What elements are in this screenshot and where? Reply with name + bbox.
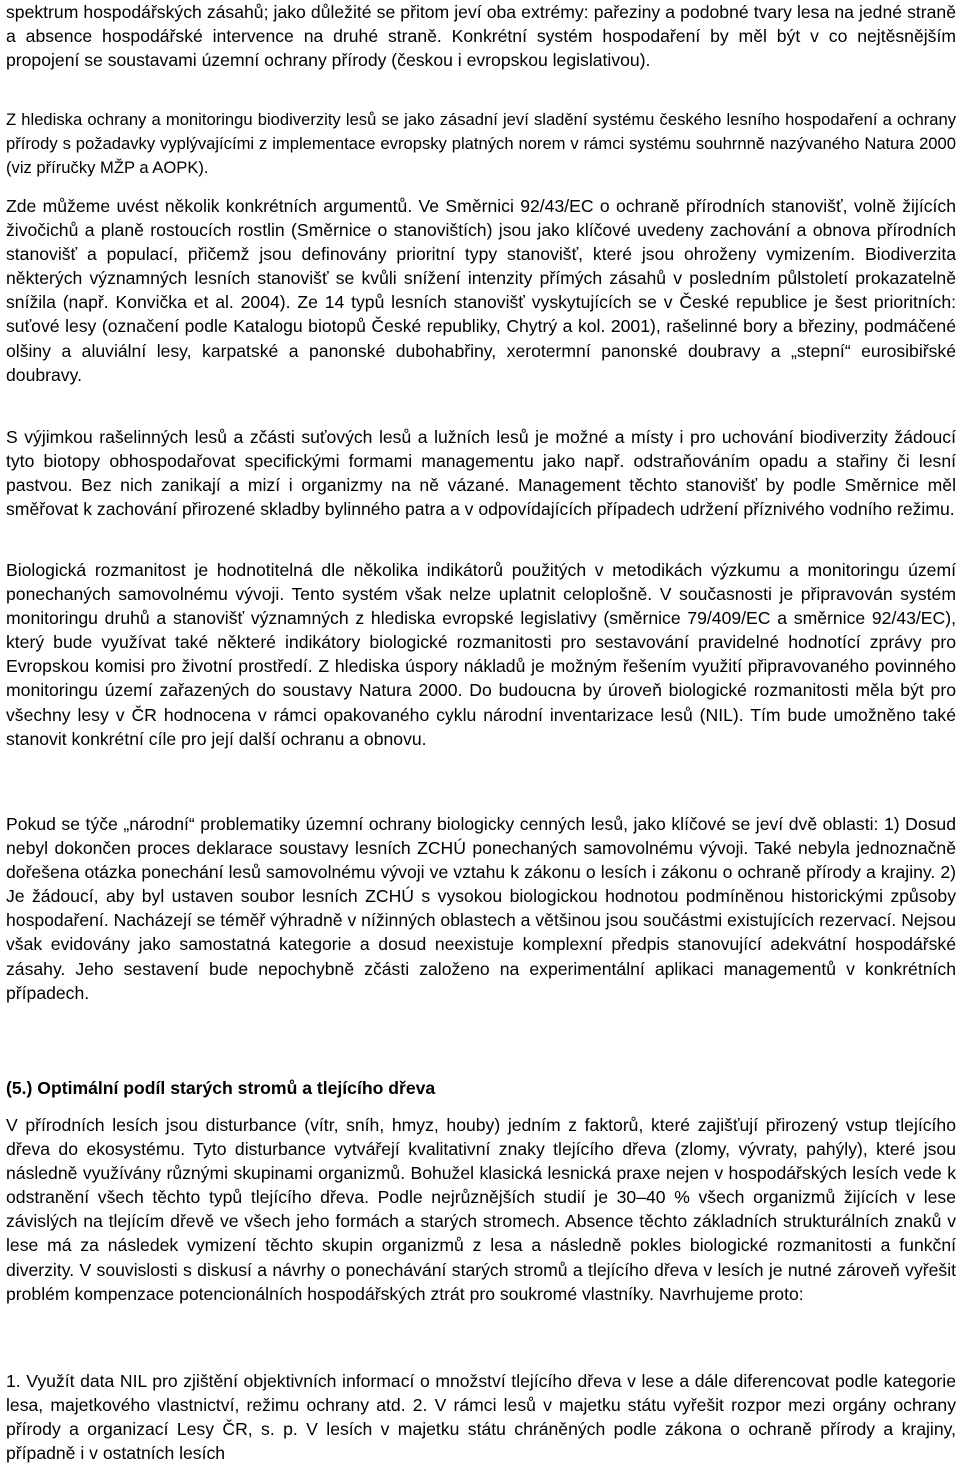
paragraph-arguments: Zde můžeme uvést několik konkrétních argumentů. Ve Směrnici 92/43/EC o ochraně přírodních stanovišť, volně žijících živočichů a planě rostoucích rostlin (Směrnice o stanovištích) jsou jako klíčové uvedeny zachování a obnova přírodních stanovišť a populací, přičemž jsou definovány prioritní typy stanovišť, které jsou ohroženy vymizením. Biodiverzita některých významných lesních stanovišť se kvůli snížení intenzity přímých zásahů v posledním půlstoletí prokazatelně snížila (např. Konvička et al. 2004). Ze 14 typů lesních stanovišť vyskytujících se v České republice je šest prioritních: suťové lesy (označení podle Katalogu biotopů České republiky, Chytrý a kol. 2001), rašelinné bory a březiny, podmáčené olšiny a aluviální lesy, karpatské a panonské dubohabřiny, xerotermní panonské doubravy a „stepní“ eurosibiřské doubravy. bbox=[6, 196, 956, 385]
paragraph-disturbances: V přírodních lesích jsou disturbance (vítr, sníh, hmyz, houby) jedním z faktorů, které zajišťují přirozený vstup tlejícího dřeva do ekosystému. Tyto disturbance vytvářejí kvalitativní znaky tlejícího dřeva (zlomy, vývraty, pahýly), které jsou následně využívány různými skupinami organizmů. Bohužel klasická lesnická praxe nejen v hospodářských lesích vede k odstranění všech těchto typů tlejícího dřeva. Podle nejrůznějších studií je 30–40 % všech organizmů žijících v lese závislých na tlejícím dřevě ve všech jeho formách a starých stromech. Absence těchto základních strukturálních znaků v lese má za následek vymizení těchto skupin organizmů z lesa a následně pokles biologické rozmanitosti a funkční diverzity. V souvislosti s diskusí a návrhy o ponechávání starých stromů a tlejícího dřeva v lesích je nutné zároveň vyřešit problém kompenzace potencionálních hospodářských ztrát pro soukromé vlastníky. Navrhujeme proto: bbox=[6, 1115, 956, 1304]
paragraph-exceptions: S výjimkou rašelinných lesů a zčásti suťových lesů a lužních lesů je možné a místy i pro uchování biodiverzity žádoucí tyto biotopy obhospodařovat specifickými formami managementu jako např. odstraňováním opadu a stařiny či lesní pastvou. Bez nich zanikají a mizí i organizmy na ně vázané. Management těchto stanovišť by podle Směrnice měl směřovat k zachování přirozené skladby bylinného patra a v odpovídajících případech udržení příznivého vodního režimu. bbox=[6, 427, 956, 520]
paragraph-national-protection: Pokud se týče „národní“ problematiky územní ochrany biologicky cenných lesů, jako klíčové se jeví dvě oblasti: 1) Dosud nebyl dokončen proces deklarace soustavy lesních ZCHÚ ponechaných samovolnému vývoji. Také nebyla jednoznačně dořešena otázka ponechání lesů samovolnému vývoji ve vztahu k zákonu o lesích i zákonu o ochraně přírody a krajiny. 2) Je žádoucí, aby byl ustaven soubor lesních ZCHÚ s vysokou biologickou hodnotou podmíněnou historickými způsoby hospodaření. Nacházejí se téměř výhradně v nížinných oblastech a většinou jsou součástmi existujících rezervací. Nejsou však evidovány jako samostatná kategorie a dosud neexistuje komplexní předpis stanovující adekvátní hospodářské zásahy. Jeho sestavení bude nepochybně zčásti založeno na experimentální aplikaci managementů v konkrétních případech. bbox=[6, 814, 956, 1003]
paragraph-biological-diversity: Biologická rozmanitost je hodnotitelná dle několika indikátorů použitých v metodikách výzkumu a monitoringu území ponechaných samovolnému vývoji. Tento systém však nelze uplatnit celoplošně. V současnosti je připravován systém monitoringu druhů a stanovišť významných z hlediska evropské legislativy (směrnice 79/409/EC a směrnice 92/43/EC), který bude využívat také některé indikátory biologické rozmanitosti pro sestavování pravidelné hodnotící zprávy pro Evropskou komisi pro životní prostředí. Z hlediska úspory nákladů je možným řešením využití připravovaného povinného monitoringu území zařazených do soustavy Natura 2000. Do budoucna by úroveň biologické rozmanitosti měla být pro všechny lesy v ČR hodnocena v rámci opakovaného cyklu národní inventarizace lesů (NIL). Tím bude umožněno také stanovit konkrétní cíle pro její další ochranu a obnovu. bbox=[6, 560, 956, 749]
paragraph-intro-continuation: spektrum hospodářských zásahů; jako důležité se přitom jeví oba extrémy: pařeziny a podobné tvary lesa na jedné straně a absence hospodářské intervence na druhé straně. Konkrétní systém hospodaření by měl být v co nejtěsnějším propojení se soustavami územní ochrany přírody (českou i evropskou legislativou). bbox=[6, 2, 956, 71]
paragraph-biodiversity-monitoring: Z hlediska ochrany a monitoringu biodiverzity lesů se jako zásadní jeví sladění systému českého lesního hospodaření a ochrany přírody s požadavky vyplývajícími z implementace evropsky platných norem v rámci systému souhrnně nazývaného Natura 2000 (viz příručky MŽP a AOPK). bbox=[6, 110, 956, 178]
section-heading: (5.) Optimální podíl starých stromů a tlejícího dřeva bbox=[6, 1078, 436, 1098]
paragraph-proposals: 1. Využít data NIL pro zjištění objektivních informací o množství tlejícího dřeva v lese a dále diferencovat podle kategorie lesa, majetkového vlastnictví, režimu ochrany atd. 2. V rámci lesů v majetku státu vyřešit rozpor mezi orgány ochrany přírody a organizací Lesy ČR, s. p. V lesích v majetku státu chráněných podle zákona o ochraně přírody a krajiny, případně i v ostatních lesích bbox=[6, 1371, 956, 1464]
